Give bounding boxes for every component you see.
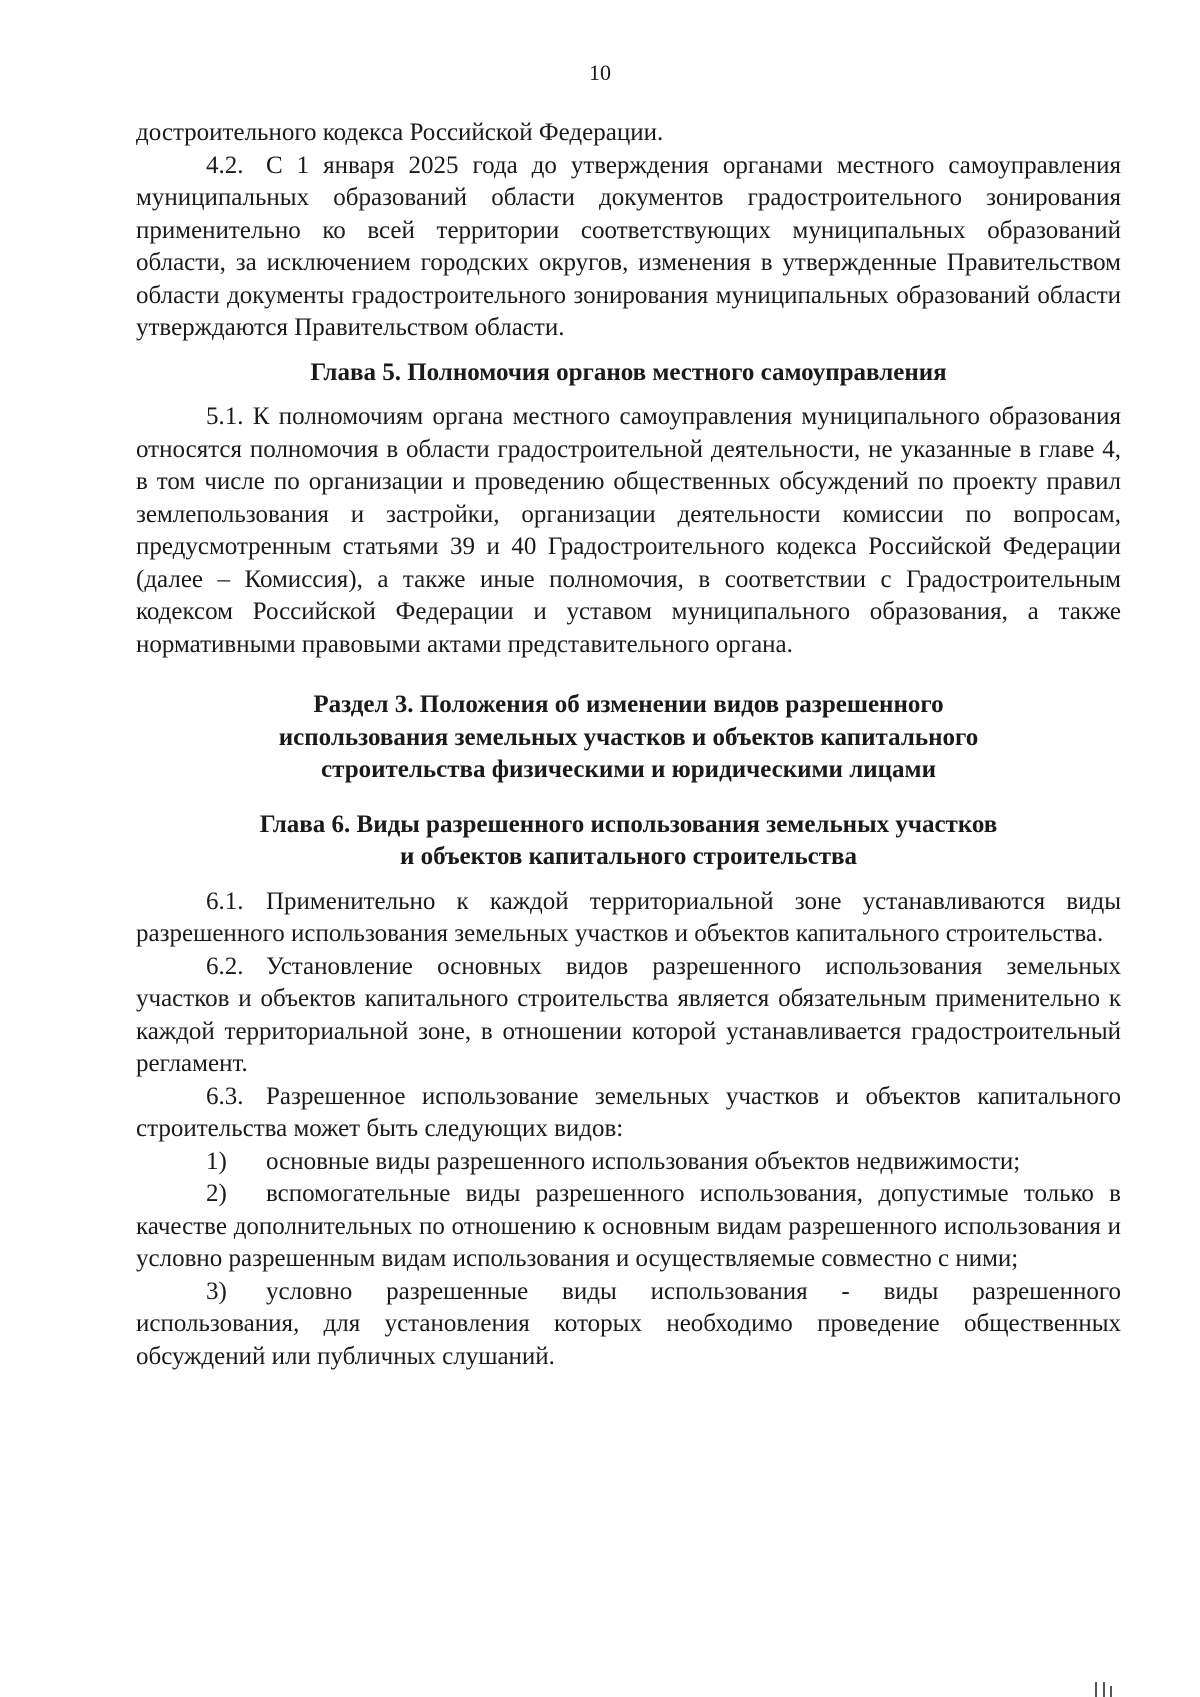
paragraph-continuation: достроительного кодекса Российской Федерации. (136, 119, 664, 146)
chapter-6-heading-line: и объектов капитального строительства (399, 843, 858, 870)
list-item-text: основные виды разрешенного использования объектов недвижимости; (266, 1147, 1021, 1175)
section-3-heading-line: строительства физическими и юридическими лицами (321, 756, 936, 783)
document-body (136, 117, 1121, 1373)
list-item-number: 3) (206, 1277, 227, 1305)
scan-artifact-mark (1110, 1686, 1112, 1697)
list-item-number: 2) (206, 1180, 227, 1207)
scan-artifact-mark (1103, 1682, 1105, 1697)
list-item-1 (136, 1146, 1121, 1179)
list-item-number: 1) (206, 1147, 227, 1175)
paragraph-text: Разрешенное использование земельных участков и объектов капитального строительства может быть следующих видов: (136, 1082, 1121, 1142)
chapter-6-heading (136, 809, 1121, 874)
list-item-2 (136, 1178, 1121, 1276)
item-number: 6.3. (206, 1082, 244, 1110)
section-3-heading-line: Раздел 3. Положения об изменении видов разрешенного (313, 691, 944, 718)
item-number-4-2: 4.2. (206, 151, 244, 179)
section-3-heading (136, 689, 1121, 787)
paragraph-6-3 (136, 1081, 1121, 1146)
chapter-5-heading: Глава 5. Полномочия органов местного самоуправления (310, 358, 947, 386)
chapter-6-heading-line: Глава 6. Виды разрешенного использования земельных участков (259, 810, 998, 838)
list-item-text: условно разрешенные виды использования - виды разрешенного использования, для установления которых необходимо проведение общественных обсуждений или публичных слушаний. (136, 1277, 1121, 1370)
list-item-3 (136, 1276, 1121, 1374)
scan-artifact-mark (1095, 1682, 1097, 1697)
paragraph-6-1 (136, 886, 1121, 951)
section-3-heading-line: использования земельных участков и объектов капитального (278, 723, 979, 751)
paragraph-text: Применительно к каждой территориальной зоне устанавливаются виды разрешенного использования земельных участков и объектов капитального строительства. (136, 887, 1121, 947)
paragraph-4-2-text: С 1 января 2025 года до утверждения органами местного самоуправления муниципальных образований области документов градостроительного зонирования применительно ко всей территории соответствующих муниципальных образований области, за исключением городских округов, изменения в утвержденные Правительством области документы градостроительного зонирования муниципальных образований области утверждаются Правительством области. (136, 151, 1121, 341)
paragraph-6-2 (136, 951, 1121, 1081)
paragraph-4-2 (136, 150, 1121, 345)
list-item-text: вспомогательные виды разрешенного использования, допустимые только в качестве дополнительных по отношению к основным видам разрешенного использования и условно разрешенным видам использования и осуществляемые совместно с ними; (136, 1180, 1121, 1272)
paragraph-text: Установление основных видов разрешенного использования земельных участков и объектов капитального строительства является обязательным применительно к каждой территориальной зоне, в отношении которой устанавливается градостроительный регламент. (136, 952, 1121, 1077)
item-number: 6.1. (206, 887, 244, 915)
paragraph-5-1: 5.1. К полномочиям органа местного самоуправления муниципального образования относятся полномочия в области градостроительной деятельности, не указанные в главе 4, в том числе по организации и проведению общественных обсуждений по проекту правил землепользования и застройки, организации деятельности комиссии по вопросам, предусмотренным статьями 39 и 40 Градостроительного кодекса Российской Федерации (далее – Комиссия), а также иные полномочия, в соответствии с Градостроительным кодексом Российской Федерации и уставом муниципального образования, а также нормативными правовыми актами представительного органа. (136, 403, 1121, 658)
item-number: 6.2. (206, 952, 244, 980)
page-number: 10 (589, 60, 611, 85)
